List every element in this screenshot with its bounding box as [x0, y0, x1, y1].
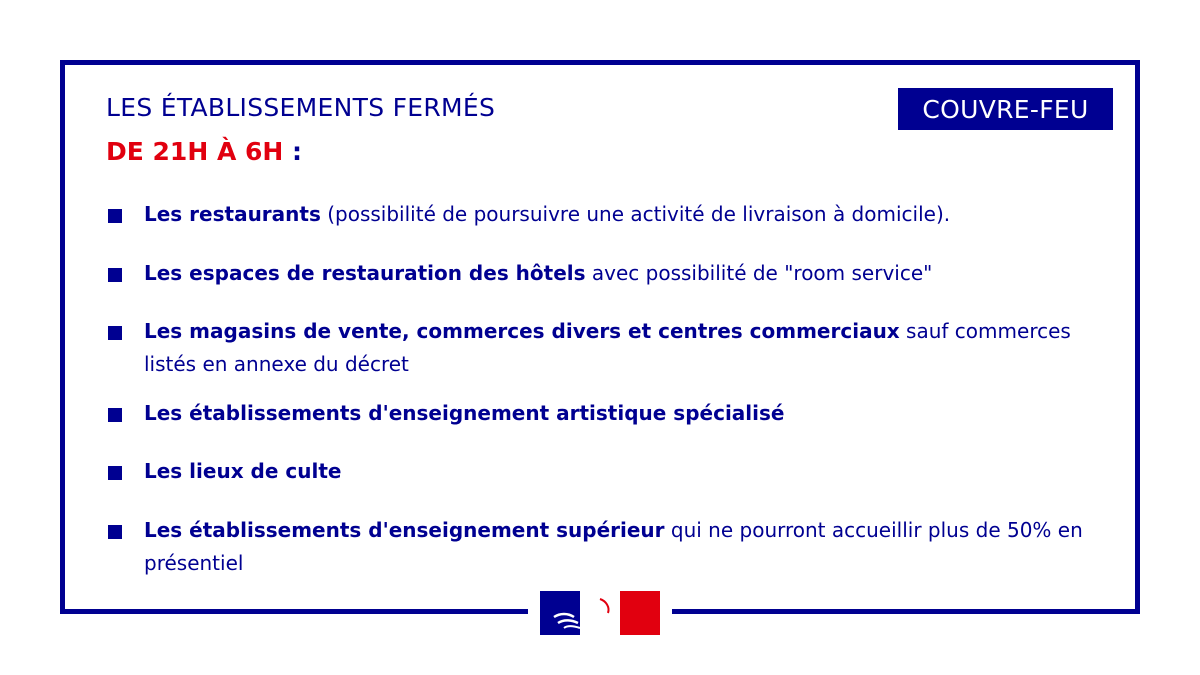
subtitle-suffix: :	[283, 137, 303, 166]
page-title: LES ÉTABLISSEMENTS FERMÉS	[106, 93, 496, 122]
list-item-bold: Les établissements d'enseignement supérieur	[144, 518, 665, 542]
list-item-detail: sauf commerces listés en annexe du décret	[144, 319, 1071, 376]
list-item-detail: qui ne pourront accueillir plus de 50% en présentiel	[144, 518, 1083, 575]
list-item-text	[144, 198, 1094, 231]
list-item-detail: avec possibilité de "room service"	[585, 261, 933, 285]
page-subtitle	[106, 137, 302, 166]
square-bullet-icon	[108, 408, 122, 422]
square-bullet-icon	[108, 209, 122, 223]
list-item-bold: Les restaurants	[144, 202, 321, 226]
square-bullet-icon	[108, 268, 122, 282]
list-item-detail: (possibilité de poursuivre une activité de livraison à domicile).	[320, 202, 951, 226]
couvre-feu-badge: COUVRE-FEU	[898, 88, 1113, 130]
hours-highlight: DE 21H À 6H	[106, 137, 284, 166]
square-bullet-icon	[108, 466, 122, 480]
list-item-text	[144, 455, 1094, 488]
list-item-bold: Les lieux de culte	[144, 459, 342, 483]
list-item-bold: Les établissements d'enseignement artistique spécialisé	[144, 401, 785, 425]
square-bullet-icon	[108, 326, 122, 340]
list-item-text	[144, 257, 1094, 290]
list-item-text	[144, 315, 1094, 381]
list-item-bold: Les espaces de restauration des hôtels	[144, 261, 586, 285]
marianne-logo-icon	[540, 591, 660, 635]
list-item-text	[144, 514, 1094, 580]
list-item-text	[144, 397, 1094, 430]
square-bullet-icon	[108, 525, 122, 539]
list-item-bold: Les magasins de vente, commerces divers et centres commerciaux	[144, 319, 900, 343]
